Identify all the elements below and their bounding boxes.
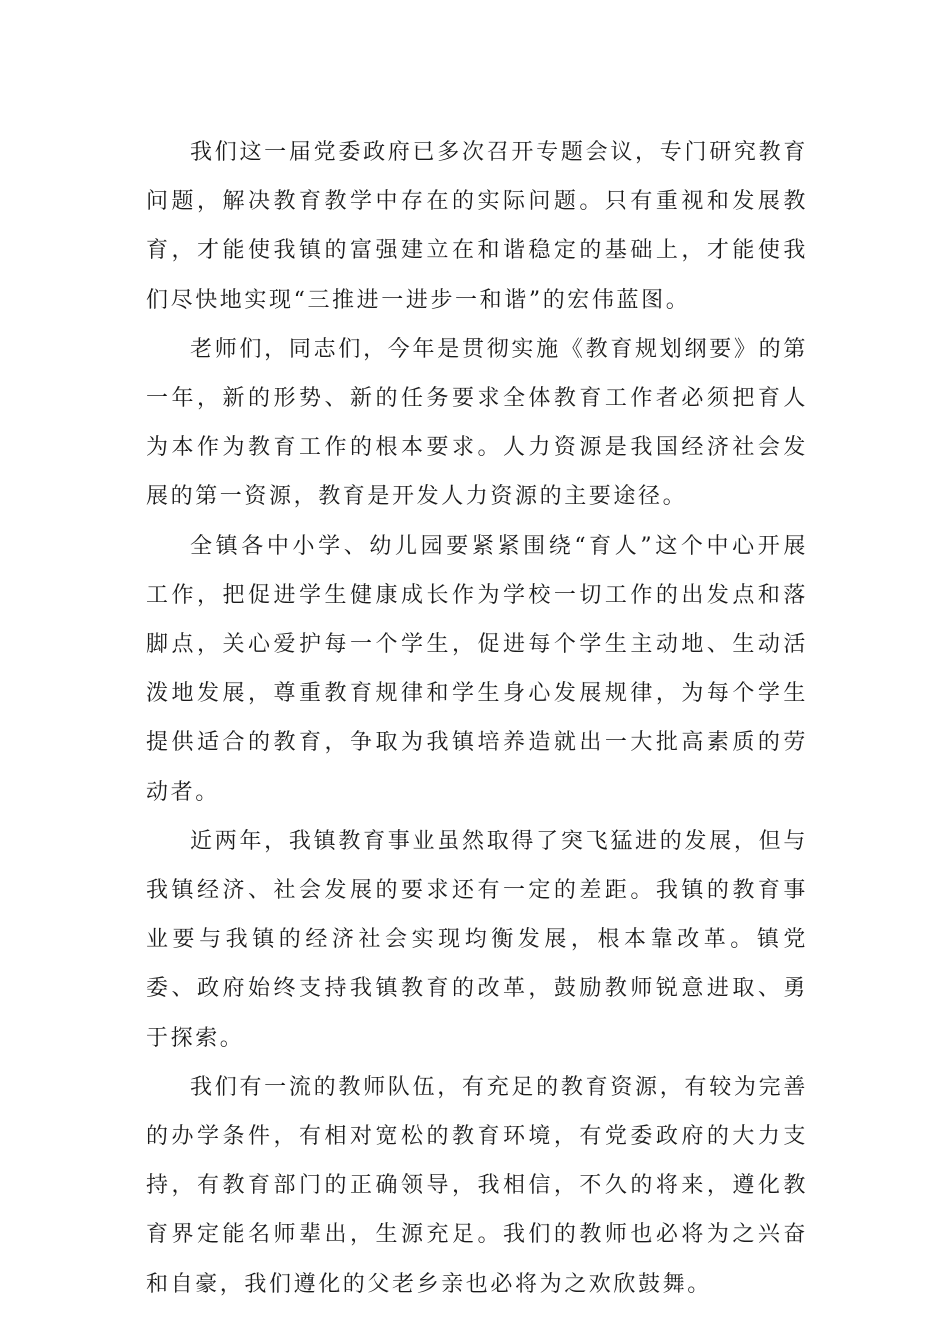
paragraph: 我们这一届党委政府已多次召开专题会议，专门研究教育问题，解决教育教学中存在的实际问题。只有重视和发展教育，才能使我镇的富强建立在和谐稳定的基础上，才能使我们尽快地实现“三推进一进步一和谐”的宏伟蓝图。	[146, 140, 808, 313]
document-body	[146, 128, 808, 1309]
paragraph: 近两年，我镇教育事业虽然取得了突飞猛进的发展，但与我镇经济、社会发展的要求还有一定的差距。我镇的教育事业要与我镇的经济社会实现均衡发展，根本靠改革。镇党委、政府始终支持我镇教育的改革，鼓励教师锐意进取、勇于探索。	[146, 828, 808, 1051]
paragraph: 老师们，同志们，今年是贯彻实施《教育规划纲要》的第一年，新的形势、新的任务要求全体教育工作者必须把育人为本作为教育工作的根本要求。人力资源是我国经济社会发展的第一资源，教育是开发人力资源的主要途径。	[146, 336, 808, 510]
paragraph: 我们有一流的教师队伍，有充足的教育资源，有较为完善的办学条件，有相对宽松的教育环境，有党委政府的大力支持，有教育部门的正确领导，我相信，不久的将来，遵化教育界定能名师辈出，生源充足。我们的教师也必将为之兴奋和自豪，我们遵化的父老乡亲也必将为之欢欣鼓舞。	[146, 1074, 808, 1297]
paragraph: 全镇各中小学、幼儿园要紧紧围绕“育人”这个中心开展工作，把促进学生健康成长作为学校一切工作的出发点和落脚点，关心爱护每一个学生，促进每个学生主动地、生动活泼地发展，尊重教育规律和学生身心发展规律，为每个学生提供适合的教育，争取为我镇培养造就出一大批高素质的劳动者。	[146, 533, 808, 805]
